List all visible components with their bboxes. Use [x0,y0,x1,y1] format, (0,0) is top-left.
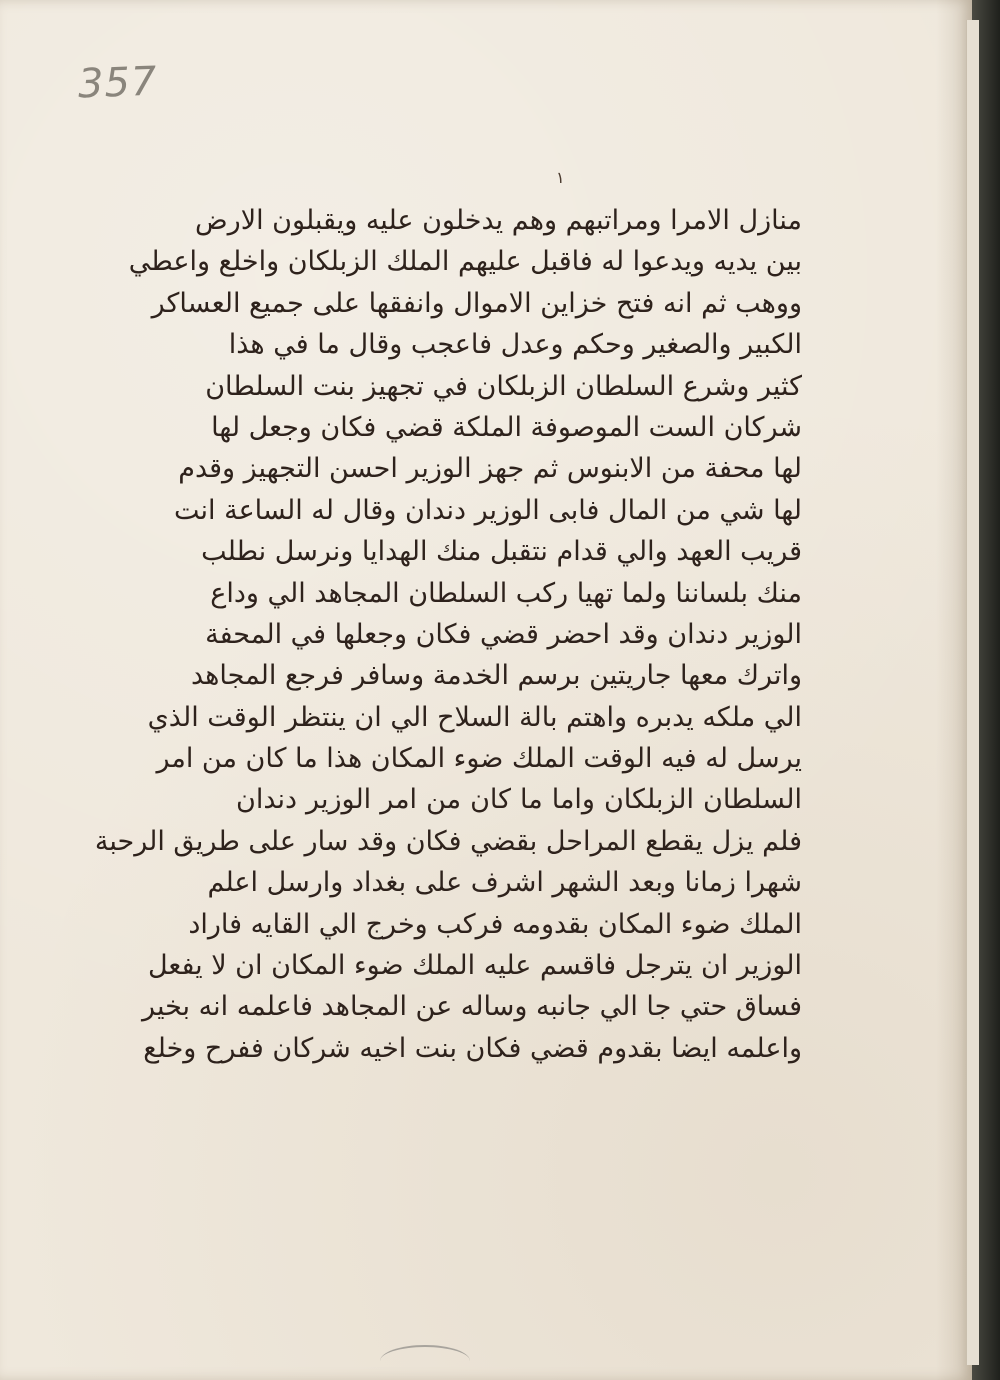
text-line: الوزير دندان وقد احضر قضي فكان وجعلها في المحفة [205,618,802,650]
text-line: قريب العهد والي قدام نتقبل منك الهدايا ونرسل نطلب [201,536,802,568]
text-line: منازل الامرا ومراتبهم وهم يدخلون عليه ويقبلون الارض [195,205,802,236]
binding-thread [380,1345,470,1377]
text-line: شركان الست الموصوفة الملكة قضي فكان وجعل لها [211,411,802,443]
text-line: شهرا زمانا وبعد الشهر اشرف على بغداد وارسل اعلم [207,867,802,899]
text-line: ووهب ثم انه فتح خزاين الاموال وانفقها على جميع العساكر [151,287,802,319]
folio-number: 357 [77,58,159,108]
text-line: كثير وشرع السلطان الزبلكان في تجهيز بنت السلطان [205,370,802,402]
text-line: واعلمه ايضا بقدوم قضي فكان بنت اخيه شركان ففرح وخلع [143,1032,802,1064]
text-line: منك بلساننا ولما تهيا ركب السلطان المجاهد الي وداع [210,577,802,609]
catchmark: ١ [556,168,565,187]
text-line: السلطان الزبلكان واما ما كان من امر الوزير دندان [236,784,802,816]
text-line: لها شي من المال فابى الوزير دندان وقال له الساعة انت [173,494,802,526]
text-line: لها محفة من الابنوس ثم جهز الوزير احسن التجهيز وقدم [178,453,802,485]
text-line: بين يديه ويدعوا له فاقبل عليهم الملك الزبلكان واخلع واعطي [128,246,802,278]
text-line: الوزير ان يترجل فاقسم عليه الملك ضوء المكان ان لا يفعل [147,950,802,982]
text-line: الملك ضوء المكان بقدومه فركب وخرج الي القايه فاراد [188,908,802,940]
text-line: الي ملكه يدبره واهتم بالة السلاح الي ان ينتظر الوقت الذي [147,701,802,733]
text-line: فساق حتي جا الي جانبه وساله عن المجاهد فاعلمه انه بخير [142,991,802,1023]
text-line: يرسل له فيه الوقت الملك ضوء المكان هذا ما كان من امر [156,743,802,775]
text-block [94,200,802,1069]
text-line: واترك معها جاريتين برسم الخدمة وسافر فرجع المجاهد [191,660,802,692]
text-line: فلم يزل يقطع المراحل بقضي فكان وقد سار على طريق الرحبة [94,825,802,857]
text-line: الكبير والصغير وحكم وعدل فاعجب وقال ما في هذا [228,329,802,361]
next-leaf-edge [966,20,979,1365]
